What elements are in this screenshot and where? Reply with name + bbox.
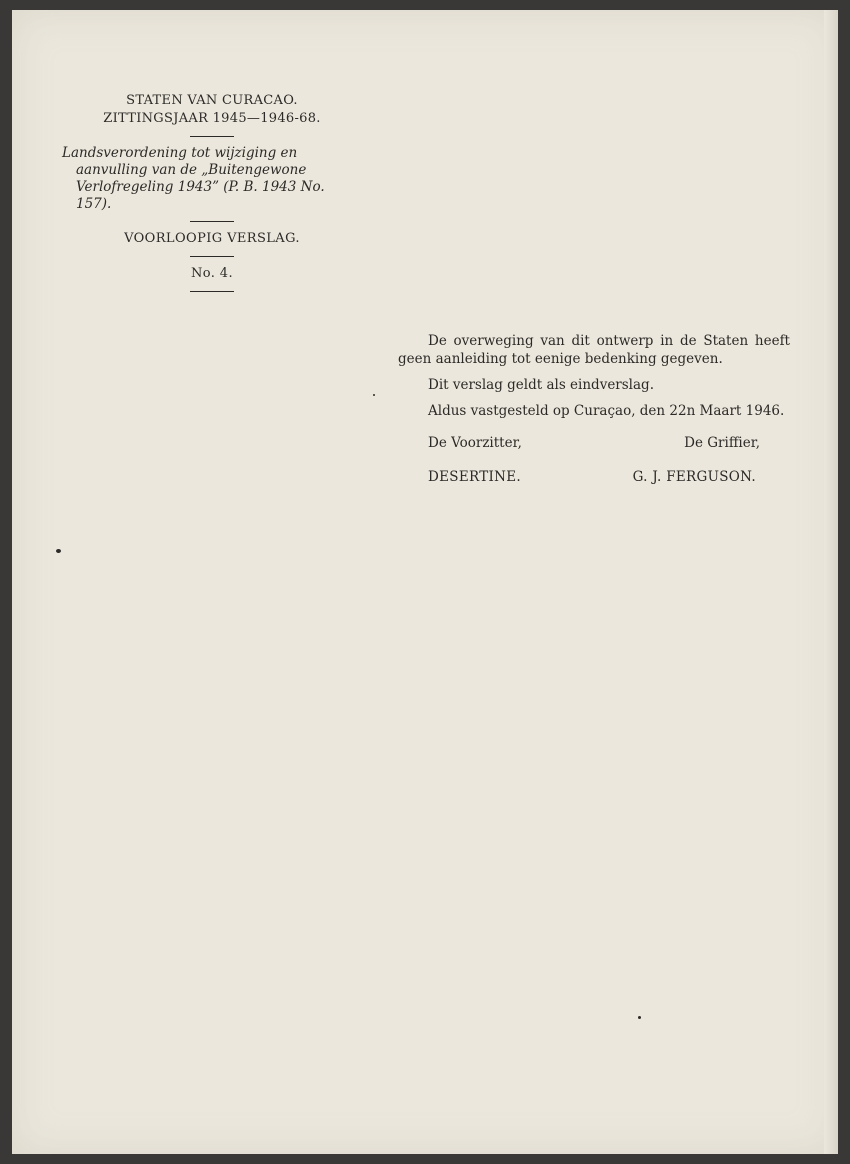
page-edge-shadow [824,10,838,1154]
signature-names [398,468,790,488]
chairman-name: DESERTINE. [428,469,522,485]
paper-speck [373,394,375,396]
assembly-title: STATEN VAN CURACAO. [126,93,298,108]
report-title: VOORLOOPIG VERSLAG. [124,231,300,246]
paper-speck [638,1016,641,1019]
paragraph-final-report: Dit verslag geldt als eindverslag. [428,377,654,393]
document-header [62,92,362,300]
chairman-title: De Voorzitter, [428,435,522,451]
session-year: ZITTINGSJAAR 1945—1946-68. [103,111,321,126]
clerk-title: De Griffier, [684,435,760,451]
paragraph-adopted: Aldus vastgesteld op Curaçao, den 22n Maart 1946. [428,403,785,419]
divider-rule [190,291,234,292]
report-body [398,332,790,488]
divider-rule [190,221,234,222]
divider-rule [190,136,234,137]
clerk-name: G. J. FERGUSON. [632,469,756,485]
ordinance-subject: Landsverordening tot wijziging en aanvulling van de „Buitengewone Verlofregeling 1943” (P. B. 1943 No. 157). [62,145,325,212]
paragraph-consideration: De overweging van dit ontwerp in de Staten heeft geen aanleiding tot eenige bedenking gegeven. [398,333,790,367]
signature-titles [398,434,790,454]
divider-rule [190,256,234,257]
report-number: No. 4. [190,266,234,281]
paper-speck [56,549,61,553]
